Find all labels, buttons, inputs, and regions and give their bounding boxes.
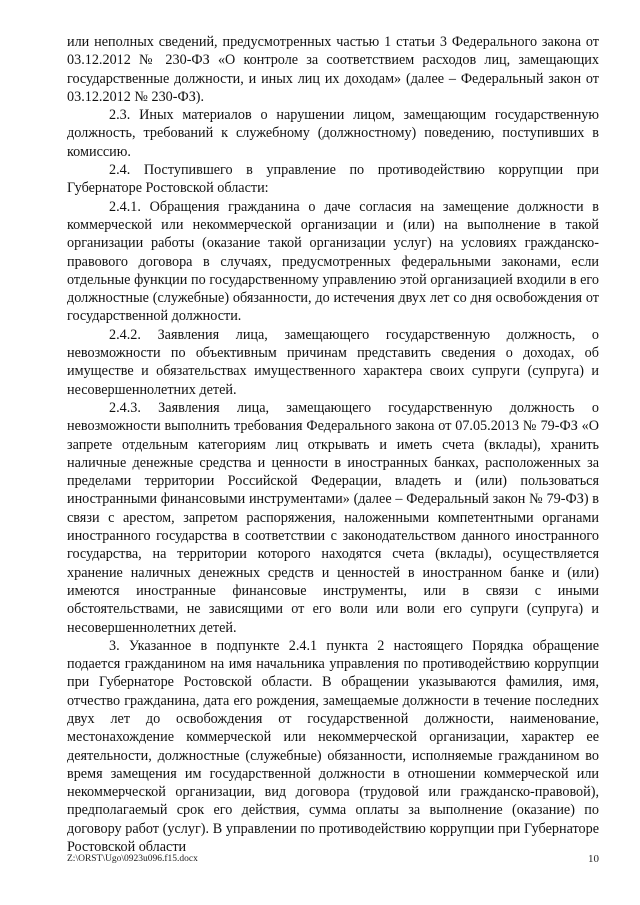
document-body: [67, 33, 599, 856]
paragraph-2-4-1: 2.4.1. Обращения гражданина о даче согласия на замещение должности в коммерческой или некоммерческой организации и (или) на выполнение в такой организации работы (оказание такой организации услуг) на условиях гражданско-правового договора в случаях, предусмотренных федеральными законами, если отдельные функции по государственному управлению этой организацией входили в его должностные (служебные) обязанности, до истечения двух лет со дня освобождения от государственной должности.: [67, 198, 599, 325]
paragraph-continuation: или неполных сведений, предусмотренных частью 1 статьи 3 Федерального закона от 03.12.2012 № 230-ФЗ «О контроле за соответствием расходов лиц, замещающих государственные должности, и иных лиц их доходам» (далее – Федеральный закон от 03.12.2012 № 230-ФЗ).: [67, 34, 599, 105]
paragraph-2-3: 2.3. Иных материалов о нарушении лицом, замещающим государственную должность, требований к служебному (должностному) поведению, поступивших в комиссию.: [67, 107, 599, 160]
paragraph-2-4-3: 2.4.3. Заявления лица, замещающего государственную должность о невозможности выполнить требования Федерального закона от 07.05.2013 № 79-ФЗ «О запрете отдельным категориям лиц открывать и иметь счета (вклады), хранить наличные денежные средства и ценности в иностранных банках, расположенных за пределами территории Российской Федерации, владеть и (или) пользоваться иностранными финансовыми инструментами» (далее – Федеральный закон № 79-ФЗ) в связи с арестом, запретом распоряжения, наложенными компетентными органами иностранного государства в соответствии с законодательством данного иностранного государства, на территории которого находятся счета (вклады), осуществляется хранение наличных денежных средств и ценностей в иностранном банке и (или) имеются иностранные финансовые инструменты, или в связи с иными обстоятельствами, не зависящими от его воли или воли его супруги (супруга) и несовершеннолетних детей.: [67, 399, 599, 636]
footer-file-path: Z:\ORST\Ugo\0923u096.f15.docx: [67, 854, 198, 864]
paragraph-2-4: 2.4. Поступившего в управление по противодействию коррупции при Губернаторе Ростовской области:: [67, 162, 599, 197]
paragraph-2-4-2: 2.4.2. Заявления лица, замещающего государственную должность, о невозможности по объективным причинам представить сведения о доходах, об имуществе и обязательствах имущественного характера своих супруги (супруга) и несовершеннолетних детей.: [67, 326, 599, 398]
paragraph-3: 3. Указанное в подпункте 2.4.1 пункта 2 настоящего Порядка обращение подается гражданином на имя начальника управления по противодействию коррупции при Губернаторе Ростовской области. В обращении указываются фамилия, имя, отчество гражданина, дата его рождения, замещаемые должности в течение последних двух лет до освобождения от государственной должности, наименование, местонахождение коммерческой или некоммерческой организации, характер ее деятельности, должностные (служебные) обязанности, исполняемые гражданином во время замещения им государственной должности в отношении коммерческой или некоммерческой организации, вид договора (трудовой или гражданско-правовой), предполагаемый срок его действия, сумма оплаты за выполнение (оказание) по договору работ (услуг). В управлении по противодействию коррупции при Губернаторе Ростовской области: [67, 637, 599, 856]
page-number: 10: [588, 853, 599, 865]
